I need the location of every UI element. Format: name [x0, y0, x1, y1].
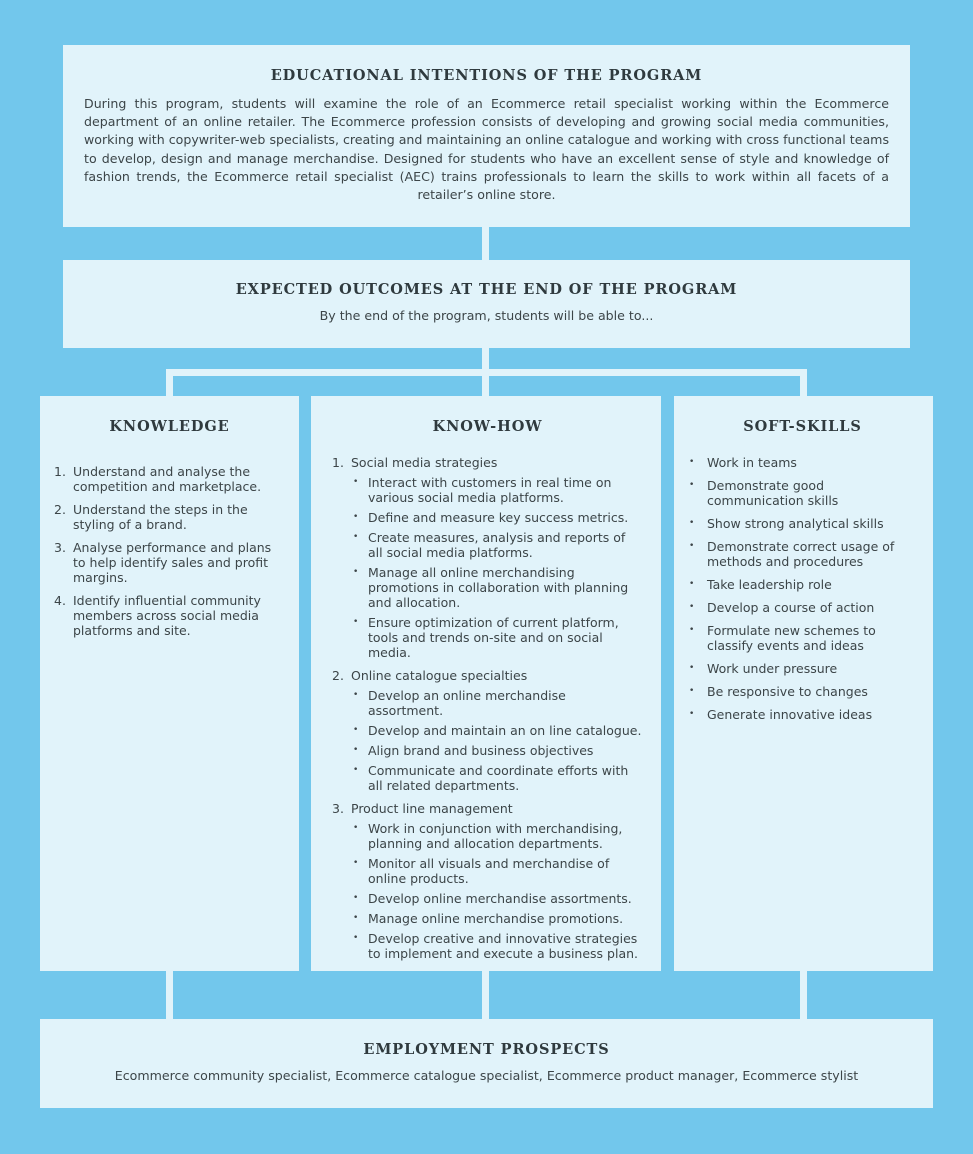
knowledge-box: [40, 396, 299, 971]
list-item: • Develop and maintain an on line catalogue.: [351, 723, 643, 738]
list-item: • Develop online merchandise assortments.: [351, 891, 643, 906]
list-item: • Work in conjunction with merchandising, planning and allocation departments.: [351, 821, 643, 851]
employment-box: [40, 1019, 933, 1108]
softskills-list: [688, 455, 917, 722]
outcomes-box: [63, 260, 910, 348]
list-item: • Show strong analytical skills: [688, 516, 917, 531]
softskills-box: [674, 396, 933, 971]
list-item: • Be responsive to changes: [688, 684, 917, 699]
knowhow-title: KNOW-HOW: [432, 418, 543, 435]
list-item: 1. Social media strategies • Interact with customers in real time on various social media platforms. • Define and measure key success metrics. • Create measures, analysis and reports of all social media platforms. • Manage all online merchandising promotions in collaboration with planning and allocation. • Ensure optimization of current platform, tools and trends on-site and on social media.: [332, 455, 643, 660]
outcomes-title: EXPECTED OUTCOMES AT THE END OF THE PROGRAM: [235, 281, 738, 298]
list-item: 2. Online catalogue specialties • Develop an online merchandise assortment. • Develop and maintain an on line catalogue. • Align brand and business objectives • Communicate and coordinate efforts with all related departments.: [332, 668, 643, 793]
list-item: • Demonstrate correct usage of methods and procedures: [688, 539, 917, 569]
list-item: • Monitor all visuals and merchandise of online products.: [351, 856, 643, 886]
connector-to-knowledge: [166, 369, 173, 397]
list-item: • Define and measure key success metrics.: [351, 510, 643, 525]
list-item: • Work in teams: [688, 455, 917, 470]
intentions-title: EDUCATIONAL INTENTIONS OF THE PROGRAM: [270, 67, 703, 84]
list-item: • Communicate and coordinate efforts with all related departments.: [351, 763, 643, 793]
connector-horizontal-bar: [166, 369, 807, 376]
list-item: • Generate innovative ideas: [688, 707, 917, 722]
connector-softskills-employment: [800, 969, 807, 1020]
list-item: • Create measures, analysis and reports of all social media platforms.: [351, 530, 643, 560]
list-item: • Work under pressure: [688, 661, 917, 676]
list-item: • Demonstrate good communication skills: [688, 478, 917, 508]
list-item: • Develop a course of action: [688, 600, 917, 615]
list-item: 2. Understand the steps in the styling of a brand.: [54, 502, 248, 532]
list-item: 3. Analyse performance and plans to help identify sales and profit margins.: [54, 540, 272, 585]
knowledge-title: KNOWLEDGE: [109, 418, 230, 435]
connector-to-softskills: [800, 369, 807, 397]
connector-knowhow-employment: [482, 969, 489, 1020]
list-item: • Interact with customers in real time on various social media platforms.: [351, 475, 643, 505]
list-item: • Develop creative and innovative strategies to implement and execute a business plan.: [351, 931, 643, 961]
sub-list: [351, 688, 643, 793]
connector-knowledge-employment: [166, 969, 173, 1020]
employment-text: Ecommerce community specialist, Ecommerce catalogue specialist, Ecommerce product manager, Ecommerce stylist: [114, 1068, 859, 1083]
list-item: 1. Understand and analyse the competition and marketplace.: [54, 464, 262, 494]
intentions-text: During this program, students will examine the role of an Ecommerce retail specialist working within the Ecommerce department of an online retailer. The Ecommerce profession consists of developing and growing social media communities, working with copywriter-web specialists, creating and maintaining an online catalogue and working with cross functional teams to develop, design and manage merchandise. Designed for students who have an excellent sense of style and knowledge of fashion trends, the Ecommerce retail specialist (AEC) trains professionals to learn the skills to work within all facets of a retailer’s online store.: [84, 96, 889, 203]
list-item: • Take leadership role: [688, 577, 917, 592]
employment-title: EMPLOYMENT PROSPECTS: [363, 1041, 610, 1058]
intentions-box: [63, 45, 910, 227]
list-item: • Ensure optimization of current platform, tools and trends on-site and on social media.: [351, 615, 643, 660]
list-item: • Align brand and business objectives: [351, 743, 643, 758]
softskills-title: SOFT-SKILLS: [743, 418, 862, 435]
list-item: • Manage online merchandise promotions.: [351, 911, 643, 926]
sub-list: [351, 821, 643, 961]
list-item: • Formulate new schemes to classify events and ideas: [688, 623, 917, 653]
knowhow-list: [332, 455, 643, 961]
list-item: 3. Product line management • Work in conjunction with merchandising, planning and allocation departments. • Monitor all visuals and merchandise of online products. • Develop online merchandise assortments. • Manage online merchandise promotions. • Develop creative and innovative strategies to implement and execute a business plan.: [332, 801, 643, 961]
list-item: 4. Identify influential community members across social media platforms and site.: [54, 593, 261, 638]
outcomes-subtitle: By the end of the program, students will be able to...: [319, 308, 654, 323]
knowledge-list: [54, 464, 285, 638]
sub-list: [351, 475, 643, 660]
list-item: • Develop an online merchandise assortment.: [351, 688, 643, 718]
connector-intentions-outcomes: [482, 226, 489, 261]
list-item: • Manage all online merchandising promotions in collaboration with planning and allocation.: [351, 565, 643, 610]
knowhow-box: [311, 396, 661, 971]
